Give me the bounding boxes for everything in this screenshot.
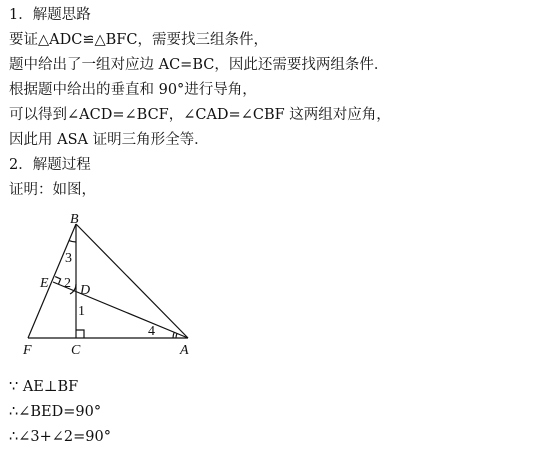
approach-line-5: 因此用 ASA 证明三角形全等． <box>9 132 209 148</box>
geometry-figure <box>18 212 208 362</box>
label-A: A <box>180 343 189 358</box>
label-F: F <box>23 343 32 358</box>
segment-AE <box>53 282 188 338</box>
label-B: B <box>70 212 79 227</box>
angle-arc-4b <box>173 332 174 338</box>
right-angle-C <box>76 330 84 338</box>
approach-line-1: 要证△ADC≌△BFC，需要找三组条件， <box>9 32 268 48</box>
approach-line-3: 根据题中给出的垂直和 90°进行导角， <box>9 82 257 98</box>
angle-label-3: 3 <box>65 251 72 266</box>
segment-BA <box>76 224 188 338</box>
label-D: D <box>80 283 91 298</box>
proof-intro: 证明：如图， <box>9 182 96 198</box>
label-C: C <box>71 343 81 358</box>
angle-label-1: 1 <box>78 304 85 319</box>
approach-line-4: 可以得到∠ACD=∠BCF，∠CAD=∠CBF 这两组对应角， <box>9 107 391 123</box>
proof-step-2: ∴∠BED=90° <box>9 404 102 420</box>
angle-arc-4a <box>176 333 177 338</box>
solution-approach-heading: 1．解题思路 <box>9 7 91 23</box>
label-E: E <box>40 276 49 291</box>
angle-arc-3 <box>69 241 76 242</box>
proof-step-1: ∵ AE⊥BF <box>9 379 79 395</box>
solution-process-heading: 2．解题过程 <box>9 157 91 173</box>
proof-step-3: ∴∠3+∠2=90° <box>9 429 111 445</box>
angle-label-2: 2 <box>64 276 71 291</box>
approach-line-2: 题中给出了一组对应边 AC=BC，因此还需要找两组条件． <box>9 57 389 73</box>
angle-label-4: 4 <box>148 324 155 339</box>
